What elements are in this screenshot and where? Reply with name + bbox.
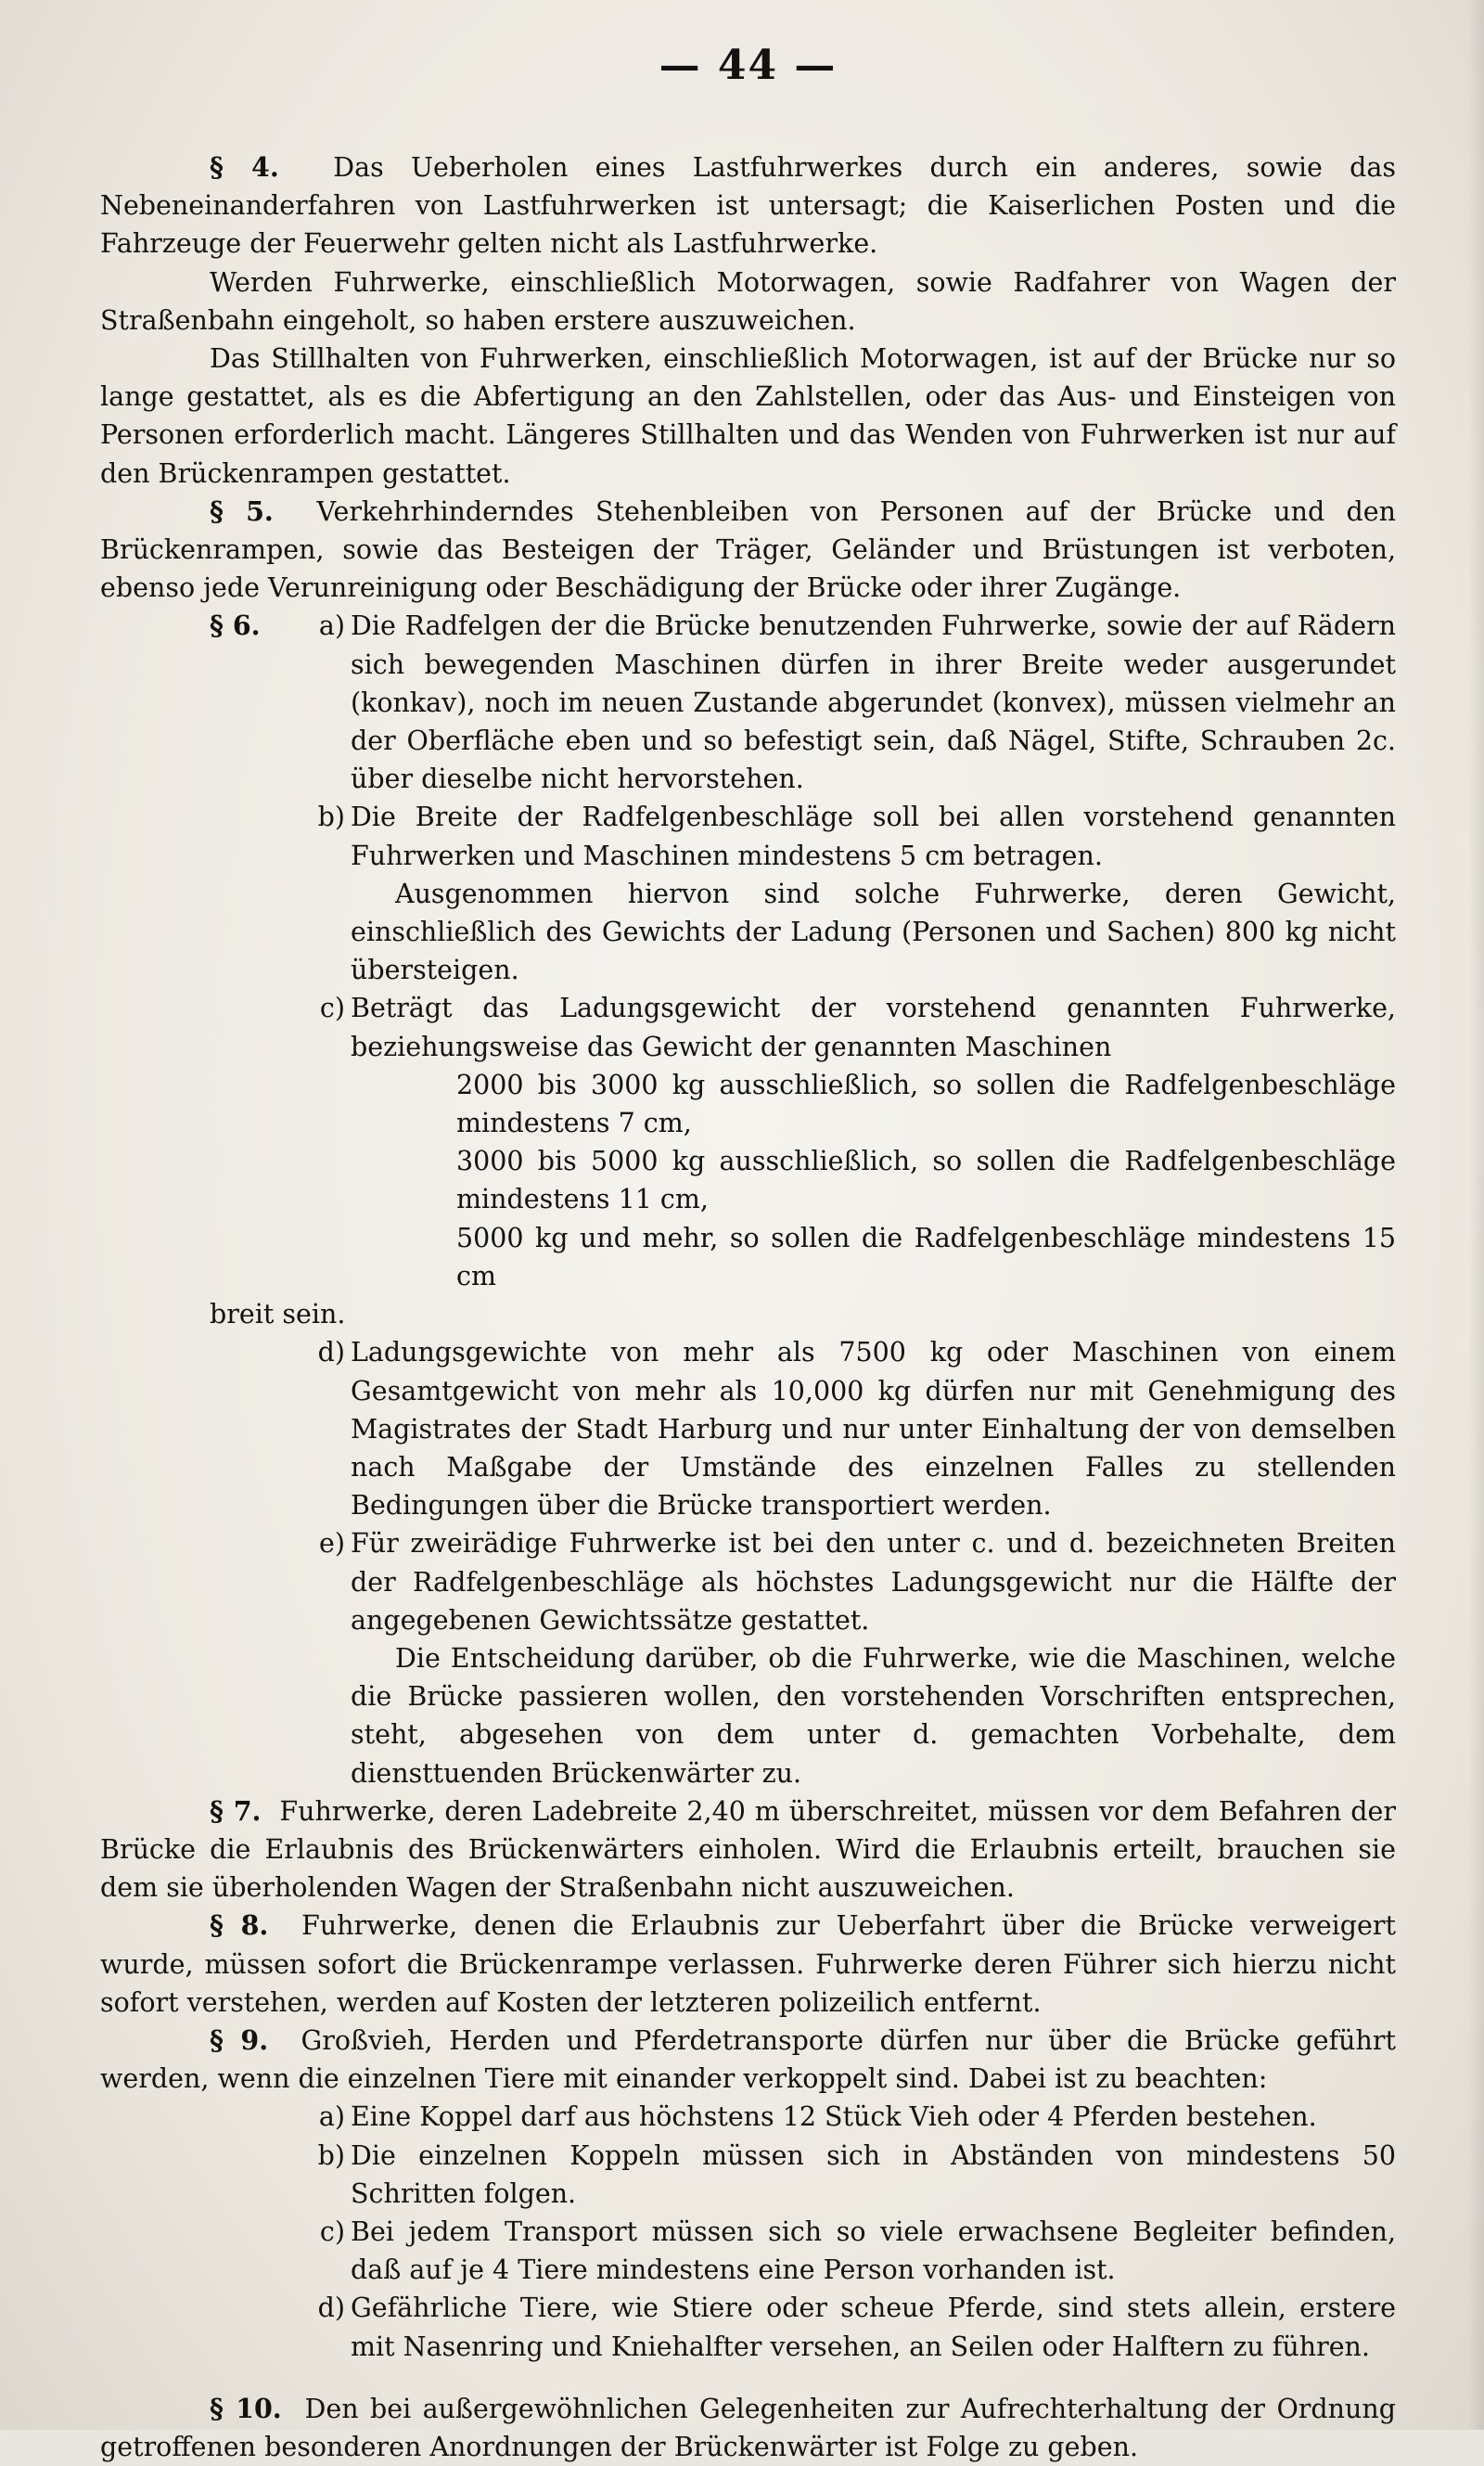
section-9-item-a <box>100 2098 1396 2136</box>
section-6-a-text: Die Radfelgen der die Brücke benutzenden Fuhrwerke, sowie der auf Rädern sich bewegenden Maschinen dürfen in ihrer Breite weder ausgerundet (konkav), noch im neuen Zustande abgerundet (konvex), müssen vielmehr an der Oberfläche eben und so befestigt sein, daß Nägel, Stifte, Schrauben 2c. über dieselbe nicht hervorstehen. <box>351 610 1396 795</box>
section-10-paragraph <box>100 2390 1396 2466</box>
section-4-paragraph-1 <box>100 148 1396 263</box>
section-8-label: § 8. <box>210 1909 269 1942</box>
page-number: — 44 — <box>659 42 838 89</box>
section-6-item-c <box>100 989 1396 1065</box>
section-4-paragraph-3: Das Stillhalten von Fuhrwerken, einschließlich Motorwagen, ist auf der Brücke nur so lange gestattet, als es die Abfertigung an den Zahlstellen, oder das Aus- und Einsteigen von Personen erforderlich macht. Längeres Stillhalten und das Wenden von Fuhrwerken ist nur auf den Brückenrampen gestattet. <box>100 343 1396 489</box>
section-6-a-label: a) <box>318 610 345 642</box>
section-5-text: Verkehrhinderndes Stehenbleiben von Personen auf der Brücke und den Brückenrampen, sowie das Besteigen der Träger, Geländer und Brüstungen ist verboten, ebenso jede Verunreinigung oder Beschädigung der Brücke oder ihrer Zugänge. <box>100 495 1396 604</box>
section-6-e-label: e) <box>319 1528 345 1560</box>
section-6-c-weight-3: 5000 kg und mehr, so sollen die Radfelgenbeschläge mindestens 15 cm <box>456 1222 1396 1291</box>
section-6-item-d <box>100 1333 1396 1524</box>
section-5-label: § 5. <box>210 494 274 527</box>
section-6-item-a <box>100 607 1396 798</box>
section-9-d-label: d) <box>317 2293 345 2324</box>
section-9-item-b <box>100 2137 1396 2213</box>
section-6-item-b <box>100 798 1396 989</box>
section-9-d-text: Gefährliche Tiere, wie Stiere oder scheue Pferde, sind stets allein, erstere mit Nasenring und Kniehalfter versehen, an Seilen oder Halftern zu führen. <box>351 2293 1396 2362</box>
section-5-paragraph <box>100 493 1396 608</box>
section-8-text: Fuhrwerke, denen die Erlaubnis zur Ueberfahrt über die Brücke verweigert wurde, müssen sofort die Brückenrampe verlassen. Fuhrwerke deren Führer sich hierzu nicht sofort verstehen, werden auf Kosten der letzteren polizeilich entfernt. <box>100 1910 1396 2018</box>
section-6-label: § 6. <box>210 610 261 642</box>
section-7-paragraph <box>100 1792 1396 1907</box>
section-6-e-continuation: Die Entscheidung darüber, ob die Fuhrwerke, wie die Maschinen, welche die Brücke passieren wollen, den vorstehenden Vorschriften entsprechen, steht, abgesehen von dem unter d. gemachten Vorbehalte, dem diensttuenden Brückenwärter zu. <box>351 1642 1396 1789</box>
section-9-paragraph <box>100 2022 1396 2098</box>
section-7-label: § 7. <box>210 1794 262 1827</box>
section-9-c-label: c) <box>319 2216 345 2247</box>
section-6-d-text: Ladungsgewichte von mehr als 7500 kg oder Maschinen von einem Gesamtgewicht von mehr als 10,000 kg dürfen nur mit Genehmigung des Magistrates der Stadt Harburg und nur unter Einhaltung der von demselben nach Maßgabe der Umstände des einzelnen Falles zu stellenden Bedingungen über die Brücke transportiert werden. <box>351 1337 1396 1522</box>
section-4-paragraph-2: Werden Fuhrwerke, einschließlich Motorwagen, sowie Radfahrer von Wagen der Straßenbahn eingeholt, so haben erstere auszuweichen. <box>100 266 1396 336</box>
section-9-b-label: b) <box>317 2139 345 2171</box>
section-6-item-e <box>100 1524 1396 1792</box>
section-6-e-text: Für zweirädige Fuhrwerke ist bei den unter c. und d. bezeichneten Breiten der Radfelgenbeschläge als höchstes Ladungsgewicht nur die Hälfte der angegebenen Gewichtssätze gestattet. <box>351 1528 1396 1636</box>
section-9-a-label: a) <box>318 2101 345 2133</box>
section-6-c-weight-2: 3000 bis 5000 kg ausschließlich, so sollen die Radfelgenbeschläge mindestens 11 cm, <box>456 1146 1396 1215</box>
section-6-c-label: c) <box>319 993 345 1024</box>
section-6-b-text: Die Breite der Radfelgenbeschläge soll bei allen vorstehend genannten Fuhrwerken und Maschinen mindestens 5 cm betragen. <box>351 802 1396 871</box>
section-9-b-text: Die einzelnen Koppeln müssen sich in Abständen von mindestens 50 Schritten folgen. <box>351 2139 1396 2209</box>
section-9-text: Großvieh, Herden und Pferdetransporte dürfen nur über die Brücke geführt werden, wenn die einzelnen Tiere mit einander verkoppelt sind. Dabei ist zu beachten: <box>100 2024 1396 2095</box>
section-4-text-1: Das Ueberholen eines Lastfuhrwerkes durch ein anderes, sowie das Nebeneinanderfahren von Lastfuhrwerken ist untersagt; die Kaiserlichen Posten und die Fahrzeuge der Feuerwehr gelten nicht als Lastfuhrwerke. <box>100 152 1396 260</box>
section-6-c-end: breit sein. <box>210 1299 346 1330</box>
section-10-text: Den bei außergewöhnlichen Gelegenheiten zur Aufrechterhaltung der Ordnung getroffenen besonderen Anordnungen der Brückenwärter ist Folge zu geben. <box>100 2393 1396 2462</box>
section-6-c-weight-1: 2000 bis 3000 kg ausschließlich, so sollen die Radfelgenbeschläge mindestens 7 cm, <box>456 1069 1396 1139</box>
section-9-a-text: Eine Koppel darf aus höchstens 12 Stück Vieh oder 4 Pferden bestehen. <box>351 2101 1317 2133</box>
section-9-item-d <box>100 2289 1396 2365</box>
section-8-paragraph <box>100 1907 1396 2022</box>
section-7-text: Fuhrwerke, deren Ladebreite 2,40 m überschreitet, müssen vor dem Befahren der Brücke die Erlaubnis des Brückenwärters einholen. Wird die Erlaubnis erteilt, brauchen sie dem sie überholenden Wagen der Straßenbahn nicht auszuweichen. <box>100 1795 1396 1904</box>
section-9-c-text: Bei jedem Transport müssen sich so viele erwachsene Begleiter befinden, daß auf je 4 Tiere mindestens eine Person vorhanden ist. <box>351 2216 1396 2286</box>
section-6-d-label: d) <box>317 1337 345 1368</box>
section-6-b-label: b) <box>317 802 345 833</box>
document-body <box>100 148 1396 2466</box>
section-10-label: § 10. <box>210 2392 282 2424</box>
section-4-label: § 4. <box>210 151 279 183</box>
section-9-item-c <box>100 2213 1396 2289</box>
section-6-c-text: Beträgt das Ladungsgewicht der vorstehend genannten Fuhrwerke, beziehungsweise das Gewicht der genannten Maschinen <box>351 993 1396 1062</box>
section-6-b-continuation: Ausgenommen hiervon sind solche Fuhrwerke, deren Gewicht, einschließlich des Gewichts der Ladung (Personen und Sachen) 800 kg nicht übersteigen. <box>351 878 1396 986</box>
section-9-label: § 9. <box>210 2023 269 2056</box>
page-edge-shadow <box>1467 0 1484 2430</box>
